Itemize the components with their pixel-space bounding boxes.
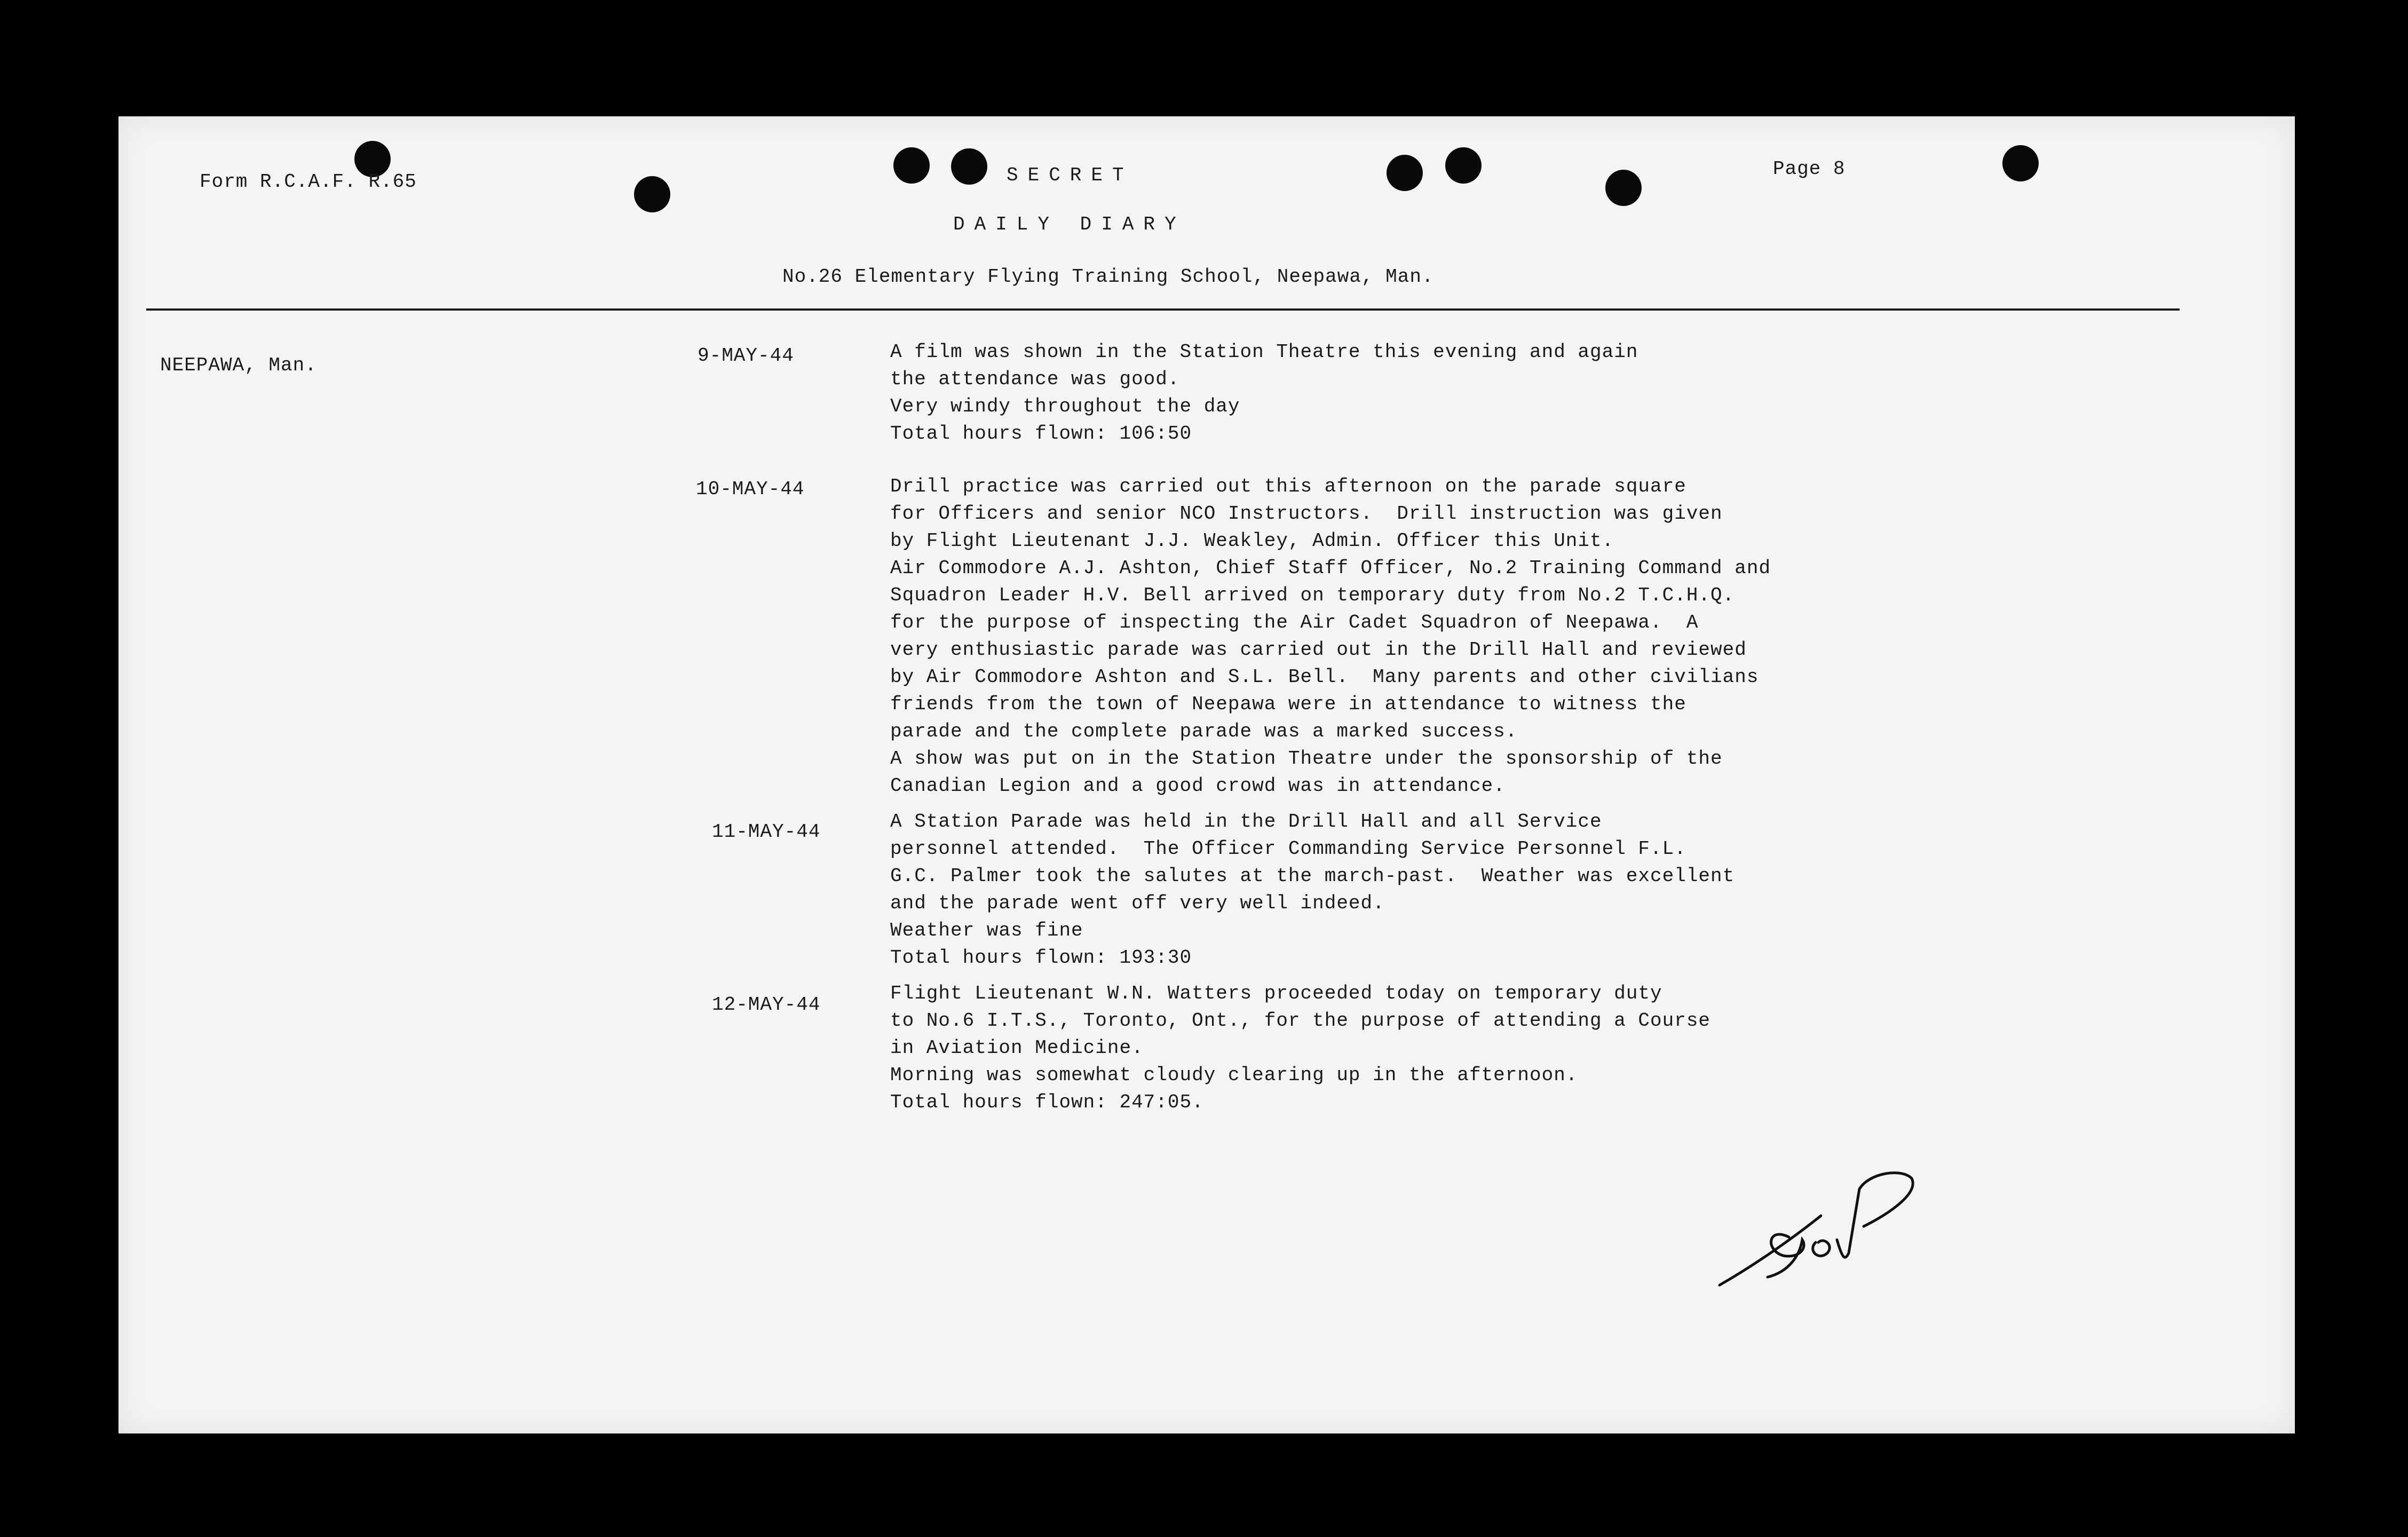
entry-line: Very windy throughout the day bbox=[890, 395, 1240, 417]
entry-line: parade and the complete parade was a marked success. bbox=[890, 720, 1518, 742]
entry-line: the attendance was good. bbox=[890, 368, 1180, 390]
entry-text bbox=[890, 808, 2278, 971]
diary-title: DAILY DIARY bbox=[953, 213, 1186, 235]
punch-hole bbox=[2002, 145, 2039, 181]
punch-hole bbox=[1605, 170, 1642, 206]
punch-hole bbox=[951, 148, 987, 185]
entry-date: 9-MAY-44 bbox=[698, 345, 794, 367]
punch-hole bbox=[1445, 147, 1482, 184]
entry-line: by Air Commodore Ashton and S.L. Bell. Many parents and other civilians bbox=[890, 666, 1759, 688]
entry-line: Drill practice was carried out this afternoon on the parade square bbox=[890, 476, 1686, 497]
punch-hole bbox=[893, 147, 930, 184]
entry-line: personnel attended. The Officer Commanding Service Personnel F.L. bbox=[890, 838, 1686, 860]
diary-page bbox=[118, 116, 2295, 1433]
entry-line: Canadian Legion and a good crowd was in attendance. bbox=[890, 775, 1506, 797]
entry-line: in Aviation Medicine. bbox=[890, 1037, 1144, 1059]
entry-line: Weather was fine bbox=[890, 920, 1083, 941]
entry-line: by Flight Lieutenant J.J. Weakley, Admin. Officer this Unit. bbox=[890, 530, 1614, 552]
entry-line: friends from the town of Neepawa were in attendance to witness the bbox=[890, 693, 1686, 715]
punch-hole bbox=[1387, 155, 1423, 191]
entry-line: A show was put on in the Station Theatre under the sponsorship of the bbox=[890, 748, 1723, 770]
entry-date: 10-MAY-44 bbox=[696, 478, 805, 500]
entry-line: very enthusiastic parade was carried out in the Drill Hall and reviewed bbox=[890, 639, 1747, 661]
entry-text bbox=[890, 473, 2278, 799]
entry-line: A film was shown in the Station Theatre this evening and again bbox=[890, 341, 1638, 363]
entry-date: 12-MAY-44 bbox=[712, 994, 821, 1016]
entry-line: for Officers and senior NCO Instructors. Drill instruction was given bbox=[890, 503, 1723, 525]
entry-line: Total hours flown: 193:30 bbox=[890, 947, 1192, 969]
place-name: NEEPAWA, Man. bbox=[160, 354, 317, 376]
entry-line: Flight Lieutenant W.N. Watters proceeded today on temporary duty bbox=[890, 983, 1662, 1004]
entry-text bbox=[890, 980, 2278, 1116]
entry-text bbox=[890, 338, 2278, 447]
entry-line: Total hours flown: 247:05. bbox=[890, 1091, 1204, 1113]
punch-hole bbox=[634, 176, 670, 212]
form-number: Form R.C.A.F. R.65 bbox=[200, 171, 417, 193]
signature bbox=[1709, 1157, 1933, 1296]
entry-line: A Station Parade was held in the Drill Hall and all Service bbox=[890, 811, 1602, 833]
classification-label: SECRET bbox=[1007, 164, 1134, 186]
entry-line: Air Commodore A.J. Ashton, Chief Staff Officer, No.2 Training Command and bbox=[890, 557, 1771, 579]
unit-name: No.26 Elementary Flying Training School, Neepawa, Man. bbox=[782, 266, 1434, 288]
entry-line: and the parade went off very well indeed. bbox=[890, 892, 1385, 914]
entry-line: for the purpose of inspecting the Air Cadet Squadron of Neepawa. A bbox=[890, 612, 1699, 633]
page-number: Page 8 bbox=[1773, 158, 1845, 180]
entry-line: Total hours flown: 106:50 bbox=[890, 423, 1192, 445]
entry-line: Morning was somewhat cloudy clearing up in the afternoon. bbox=[890, 1064, 1578, 1086]
entry-date: 11-MAY-44 bbox=[712, 821, 821, 843]
header-divider bbox=[146, 308, 2180, 311]
entry-line: G.C. Palmer took the salutes at the march-past. Weather was excellent bbox=[890, 865, 1735, 887]
entry-line: to No.6 I.T.S., Toronto, Ont., for the purpose of attending a Course bbox=[890, 1010, 1711, 1032]
entry-line: Squadron Leader H.V. Bell arrived on temporary duty from No.2 T.C.H.Q. bbox=[890, 584, 1735, 606]
